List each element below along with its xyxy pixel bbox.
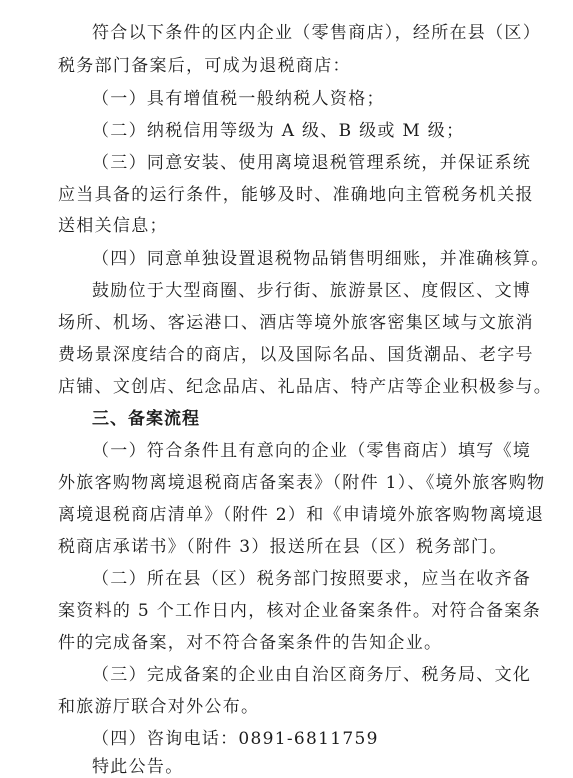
text-line: 鼓励位于大型商圈、步行街、旅游景区、度假区、文博 xyxy=(92,281,532,301)
text-line: （四）同意单独设置退税物品销售明细账，并准确核算。 xyxy=(92,249,550,269)
text-line: （三）同意安装、使用离境退税管理系统，并保证系统 xyxy=(92,153,532,173)
text-line: 税务部门备案后，可成为退税商店： xyxy=(58,56,351,76)
text-line: 和旅游厅联合对外公布。 xyxy=(58,697,260,717)
text-line: 离境退税商店清单》（附件 2）和《申请境外旅客购物离境退 xyxy=(58,505,545,525)
text-line: 符合以下条件的区内企业（零售商店），经所在县（区） xyxy=(92,23,541,43)
closing-line: 特此公告。 xyxy=(92,757,184,777)
text-line: 外旅客购物离境退税商店备案表》（附件 1）、《境外旅客购物 xyxy=(58,473,546,493)
section-heading: 三、备案流程 xyxy=(92,409,200,429)
text-line: （一）具有增值税一般纳税人资格； xyxy=(92,89,385,109)
text-line: 案资料的 5 个工作日内，核对企业备案条件。对符合备案条 xyxy=(58,601,542,621)
text-line: 店铺、文创店、纪念品店、礼品店、特产店等企业积极参与。 xyxy=(58,377,553,397)
text-line: （二）纳税信用等级为 A 级、B 级或 M 级； xyxy=(92,121,465,141)
contact-phone-line: （四）咨询电话：0891-6811759 xyxy=(92,729,379,749)
text-line: 送相关信息； xyxy=(58,216,168,236)
text-line: 场所、机场、客运港口、酒店等境外旅客密集区域与文旅消 xyxy=(58,313,534,333)
text-line: （三）完成备案的企业由自治区商务厅、税务局、文化 xyxy=(92,665,532,685)
text-line: 费场景深度结合的商店，以及国际名品、国货潮品、老字号 xyxy=(58,345,534,365)
text-line: 应当具备的运行条件，能够及时、准确地向主管税务机关报 xyxy=(58,185,534,205)
text-line: （二）所在县（区）税务部门按照要求，应当在收齐备 xyxy=(92,569,532,589)
text-line: 税商店承诺书》（附件 3）报送所在县（区）税务部门。 xyxy=(58,537,508,557)
text-line: 件的完成备案，对不符合备案条件的告知企业。 xyxy=(58,633,443,653)
text-line: （一）符合条件且有意向的企业（零售商店）填写《境 xyxy=(92,441,532,461)
